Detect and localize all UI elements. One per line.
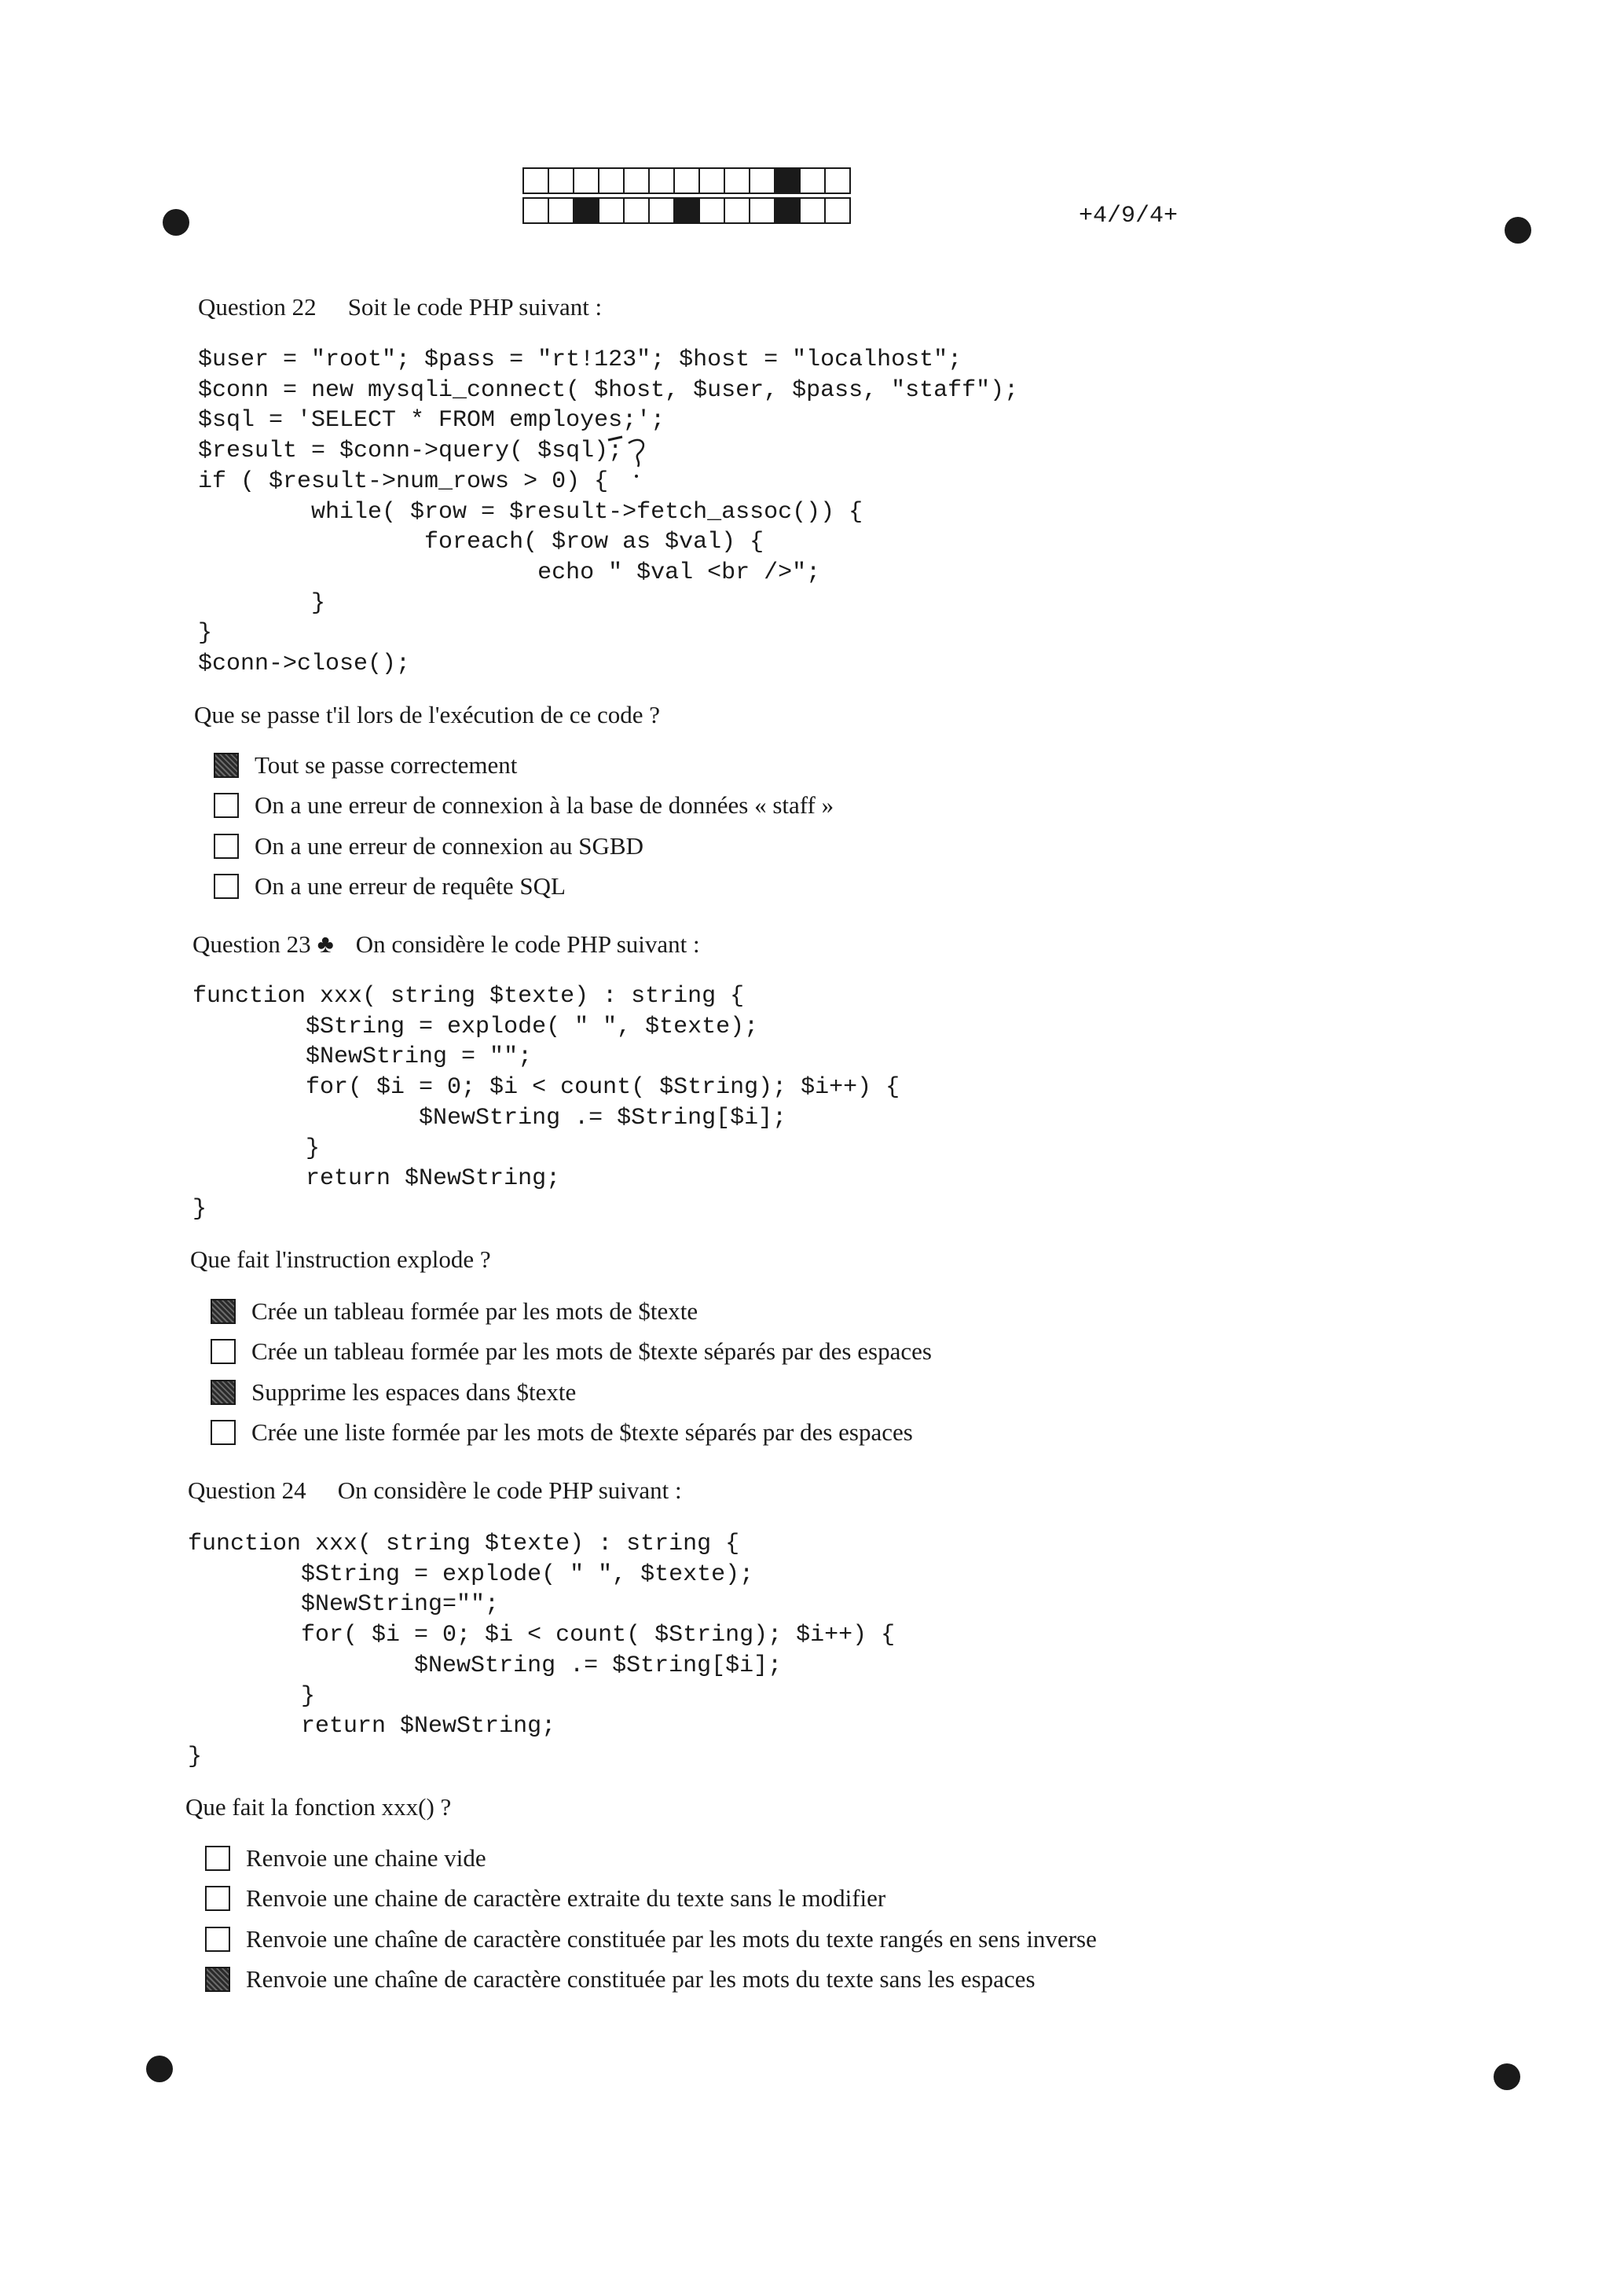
barcode-cell bbox=[774, 197, 801, 224]
answer-option[interactable] bbox=[214, 867, 834, 908]
club-icon: ♣ bbox=[317, 930, 334, 958]
answer-option[interactable] bbox=[205, 1838, 1097, 1879]
question-label: Question 22 bbox=[198, 293, 317, 321]
answer-checkbox[interactable] bbox=[214, 834, 239, 859]
answer-checkbox[interactable] bbox=[205, 1927, 230, 1952]
answer-checkbox[interactable] bbox=[205, 1886, 230, 1911]
answer-text: Crée une liste formée par les mots de $texte séparés par des espaces bbox=[251, 1418, 913, 1447]
answer-option[interactable] bbox=[205, 1919, 1097, 1960]
barcode-row bbox=[522, 167, 849, 193]
handwritten-mark bbox=[605, 432, 652, 487]
barcode-row bbox=[522, 197, 849, 222]
question-prompt: Que se passe t'il lors de l'exécution de ce code ? bbox=[194, 701, 661, 728]
barcode-cell bbox=[824, 167, 851, 194]
answer-option[interactable] bbox=[211, 1291, 932, 1332]
question-label: Question 24 bbox=[188, 1476, 306, 1504]
barcode-cell bbox=[522, 167, 549, 194]
answer-option[interactable] bbox=[211, 1332, 932, 1373]
question-intro: On considère le code PHP suivant : bbox=[337, 1476, 682, 1504]
barcode-cell bbox=[749, 197, 775, 224]
barcode-cell bbox=[749, 167, 775, 194]
answer-option[interactable] bbox=[214, 826, 834, 867]
answer-checkbox[interactable] bbox=[214, 793, 239, 818]
answer-option[interactable] bbox=[211, 1372, 932, 1413]
answer-text: On a une erreur de connexion à la base de données « staff » bbox=[255, 791, 834, 820]
answer-option[interactable] bbox=[214, 786, 834, 827]
code-block: function xxx( string $texte) : string { $String = explode( " ", $texte); $NewString = ""; for( $i = 0; $i < count( $String); $i++) { $NewString .= $String[$i]; } return $NewString; } bbox=[192, 983, 900, 1223]
answer-text: On a une erreur de requête SQL bbox=[255, 872, 566, 900]
question-header bbox=[188, 1476, 682, 1505]
code-block: function xxx( string $texte) : string { $String = explode( " ", $texte); $NewString=""; for( $i = 0; $i < count( $String); $i++) { $NewString .= $String[$i]; } return $NewString; } bbox=[188, 1531, 896, 1770]
barcode-cell bbox=[799, 167, 826, 194]
answer-text: Renvoie une chaîne de caractère constituée par les mots du texte sans les espaces bbox=[246, 1965, 1036, 1993]
question-intro: On considère le code PHP suivant : bbox=[355, 930, 700, 958]
question-header bbox=[192, 930, 700, 959]
answer-list bbox=[214, 745, 834, 907]
barcode-cell bbox=[598, 197, 625, 224]
answer-option[interactable] bbox=[211, 1413, 932, 1454]
answer-checkbox-checked[interactable] bbox=[211, 1299, 236, 1324]
barcode-cell bbox=[673, 197, 700, 224]
question-prompt: Que fait la fonction xxx() ? bbox=[185, 1793, 452, 1821]
barcode-cell bbox=[648, 167, 675, 194]
answer-text: Renvoie une chaîne de caractère constituée par les mots du texte rangés en sens inverse bbox=[246, 1924, 1097, 1953]
question-label: Question 23 bbox=[192, 930, 311, 958]
barcode-cell bbox=[522, 197, 549, 224]
answer-checkbox[interactable] bbox=[211, 1339, 236, 1364]
barcode-cell bbox=[648, 197, 675, 224]
answer-option[interactable] bbox=[214, 745, 834, 786]
answer-text: Crée un tableau formée par les mots de $texte séparés par des espaces bbox=[251, 1337, 932, 1366]
barcode-cell bbox=[698, 197, 725, 224]
answer-checkbox[interactable] bbox=[211, 1420, 236, 1445]
barcode-cell bbox=[573, 197, 599, 224]
barcode-cell bbox=[799, 197, 826, 224]
page-barcode bbox=[522, 167, 849, 227]
answer-option[interactable] bbox=[205, 1960, 1097, 2001]
answer-list bbox=[211, 1291, 932, 1453]
registration-mark-bottom-right bbox=[1494, 2063, 1520, 2090]
registration-mark-bottom-left bbox=[146, 2056, 173, 2082]
answer-text: Tout se passe correctement bbox=[255, 750, 518, 779]
answer-text: Supprime les espaces dans $texte bbox=[251, 1377, 577, 1406]
answer-text: Renvoie une chaine de caractère extraite du texte sans le modifier bbox=[246, 1884, 886, 1913]
answer-checkbox-checked[interactable] bbox=[205, 1967, 230, 1992]
registration-mark-top-right bbox=[1505, 217, 1531, 244]
answer-text: Renvoie une chaine vide bbox=[246, 1843, 486, 1872]
barcode-cell bbox=[573, 167, 599, 194]
barcode-cell bbox=[598, 167, 625, 194]
answer-option[interactable] bbox=[205, 1879, 1097, 1920]
code-block: $user = "root"; $pass = "rt!123"; $host = "localhost"; $conn = new mysqli_connect( $host, $user, $pass, "staff"); $sql = 'SELECT * FROM employes;'; $result = $conn->query( $sql); if ( $result->num_rows > 0) { while( $row = $result->fetch_assoc()) { foreach( $row as $val) { echo " $val <br />"; } } $conn->close(); bbox=[198, 347, 1019, 678]
barcode-cell bbox=[623, 167, 650, 194]
barcode-cell bbox=[548, 167, 574, 194]
answer-checkbox-checked[interactable] bbox=[214, 753, 239, 778]
answer-list bbox=[205, 1838, 1097, 2000]
answer-checkbox-checked[interactable] bbox=[211, 1380, 236, 1405]
question-prompt: Que fait l'instruction explode ? bbox=[190, 1245, 491, 1273]
page-id: +4/9/4+ bbox=[1079, 203, 1179, 229]
barcode-cell bbox=[673, 167, 700, 194]
barcode-cell bbox=[824, 197, 851, 224]
barcode-cell bbox=[774, 167, 801, 194]
barcode-cell bbox=[548, 197, 574, 224]
answer-text: Crée un tableau formée par les mots de $texte bbox=[251, 1297, 698, 1325]
barcode-cell bbox=[724, 197, 750, 224]
barcode-cell bbox=[623, 197, 650, 224]
answer-checkbox[interactable] bbox=[214, 874, 239, 899]
question-intro: Soit le code PHP suivant : bbox=[347, 293, 603, 321]
question-header bbox=[198, 293, 602, 321]
barcode-cell bbox=[724, 167, 750, 194]
answer-text: On a une erreur de connexion au SGBD bbox=[255, 831, 643, 860]
answer-checkbox[interactable] bbox=[205, 1846, 230, 1871]
barcode-cell bbox=[698, 167, 725, 194]
registration-mark-top-left bbox=[163, 209, 189, 236]
